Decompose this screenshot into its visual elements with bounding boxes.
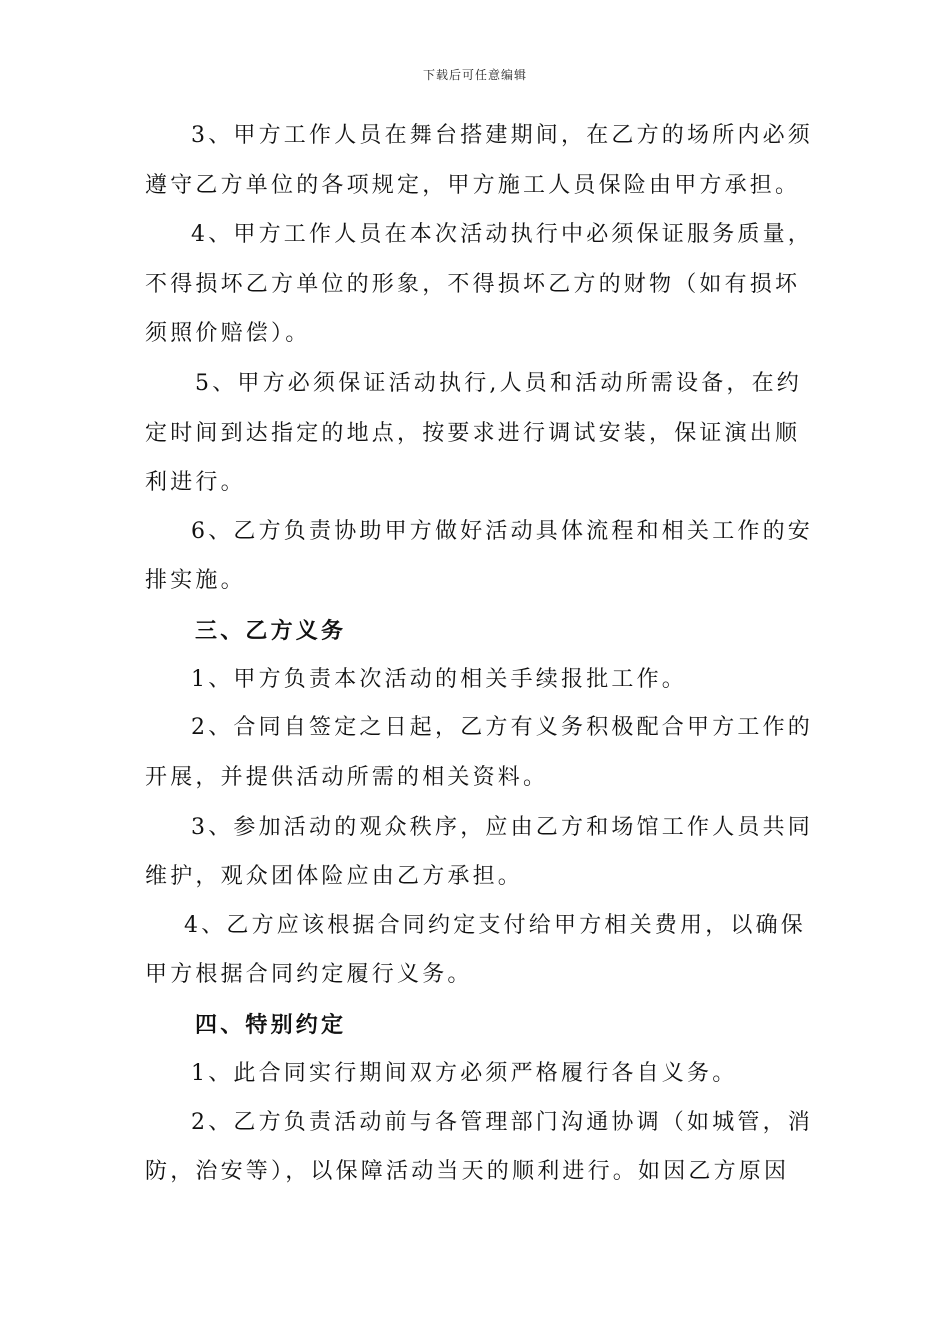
obligation-3-line-1: 3、参加活动的观众秩序，应由乙方和场馆工作人员共同 (191, 815, 813, 840)
paragraph-3-line-1: 3、甲方工作人员在舞台搭建期间，在乙方的场所内必须 (191, 123, 813, 148)
special-term-1-line-1: 1、此合同实行期间双方必须严格履行各自义务。 (191, 1061, 738, 1086)
paragraph-5-line-1: 5、甲方必须保证活动执行,人员和活动所需设备，在约 (195, 371, 802, 396)
obligation-1-line-1: 1、甲方负责本次活动的相关手续报批工作。 (191, 667, 687, 692)
obligation-3-line-2: 维护，观众团体险应由乙方承担。 (145, 864, 524, 889)
obligation-2-line-1: 2、合同自签定之日起，乙方有义务积极配合甲方工作的 (191, 715, 813, 740)
header-note: 下载后可任意编辑 (422, 68, 527, 82)
section-heading-party-b-obligations: 三、乙方义务 (195, 618, 347, 644)
paragraph-6-line-2: 排实施。 (145, 568, 246, 593)
paragraph-5-line-3: 利进行。 (145, 470, 246, 495)
section-heading-special-terms: 四、特别约定 (195, 1012, 347, 1038)
obligation-2-line-2: 开展，并提供活动所需的相关资料。 (145, 765, 549, 790)
paragraph-4-line-2: 不得损坏乙方单位的形象，不得损坏乙方的财物（如有损坏 (145, 272, 801, 297)
obligation-4-line-2: 甲方根据合同约定履行义务。 (145, 962, 473, 987)
paragraph-4-line-1: 4、甲方工作人员在本次活动执行中必须保证服务质量， (191, 222, 813, 247)
obligation-4-line-1: 4、乙方应该根据合同约定支付给甲方相关费用，以确保 (184, 913, 806, 938)
paragraph-4-line-3: 须照价赔偿）。 (145, 321, 311, 346)
special-term-2-line-1: 2、乙方负责活动前与各管理部门沟通协调（如城管，消 (191, 1110, 813, 1135)
paragraph-5-line-2: 定时间到达指定的地点，按要求进行调试安装，保证演出顺 (145, 421, 801, 446)
paragraph-6-line-1: 6、乙方负责协助甲方做好活动具体流程和相关工作的安 (191, 519, 813, 544)
special-term-2-line-2: 防，治安等），以保障活动当天的顺利进行。如因乙方原因 (145, 1159, 790, 1184)
paragraph-3-line-2: 遵守乙方单位的各项规定，甲方施工人员保险由甲方承担。 (145, 173, 801, 198)
